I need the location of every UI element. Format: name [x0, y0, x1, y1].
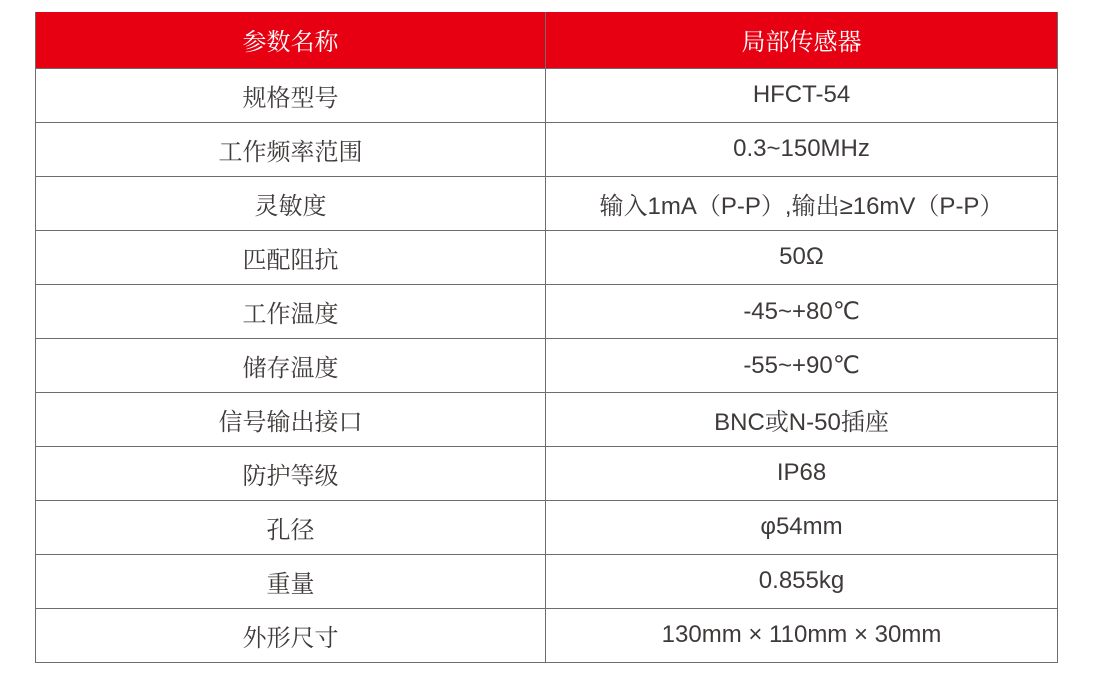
- param-name-cell: 匹配阻抗: [36, 230, 546, 284]
- param-name-cell: 防护等级: [36, 446, 546, 500]
- param-value-cell: 0.3~150MHz: [546, 122, 1058, 176]
- spec-table-container: [35, 12, 1057, 663]
- param-value-cell: φ54mm: [546, 500, 1058, 554]
- param-name-cell: 信号输出接口: [36, 392, 546, 446]
- table-row: [36, 500, 1058, 554]
- param-value-cell: -55~+90℃: [546, 338, 1058, 392]
- header-row: [36, 12, 1058, 68]
- spec-table-body: [36, 68, 1058, 662]
- table-row: [36, 338, 1058, 392]
- table-row: [36, 392, 1058, 446]
- table-row: [36, 284, 1058, 338]
- table-row: [36, 230, 1058, 284]
- param-value-cell: 输入1mA（P-P）,输出≥16mV（P-P）: [546, 176, 1058, 230]
- param-name-cell: 储存温度: [36, 338, 546, 392]
- table-row: [36, 446, 1058, 500]
- table-row: [36, 608, 1058, 662]
- param-name-cell: 灵敏度: [36, 176, 546, 230]
- param-value-cell: -45~+80℃: [546, 284, 1058, 338]
- param-name-cell: 重量: [36, 554, 546, 608]
- table-row: [36, 68, 1058, 122]
- param-value-cell: IP68: [546, 446, 1058, 500]
- table-row: [36, 176, 1058, 230]
- param-value-cell: 50Ω: [546, 230, 1058, 284]
- header-cell-param: 参数名称: [36, 12, 546, 68]
- header-cell-value: 局部传感器: [546, 12, 1058, 68]
- spec-table: [35, 12, 1058, 663]
- spec-table-head: [36, 12, 1058, 68]
- table-row: [36, 122, 1058, 176]
- param-name-cell: 外形尺寸: [36, 608, 546, 662]
- param-value-cell: 130mm × 110mm × 30mm: [546, 608, 1058, 662]
- param-value-cell: 0.855kg: [546, 554, 1058, 608]
- param-name-cell: 工作频率范围: [36, 122, 546, 176]
- param-value-cell: HFCT-54: [546, 68, 1058, 122]
- param-name-cell: 规格型号: [36, 68, 546, 122]
- param-name-cell: 工作温度: [36, 284, 546, 338]
- table-row: [36, 554, 1058, 608]
- param-value-cell: BNC或N-50插座: [546, 392, 1058, 446]
- param-name-cell: 孔径: [36, 500, 546, 554]
